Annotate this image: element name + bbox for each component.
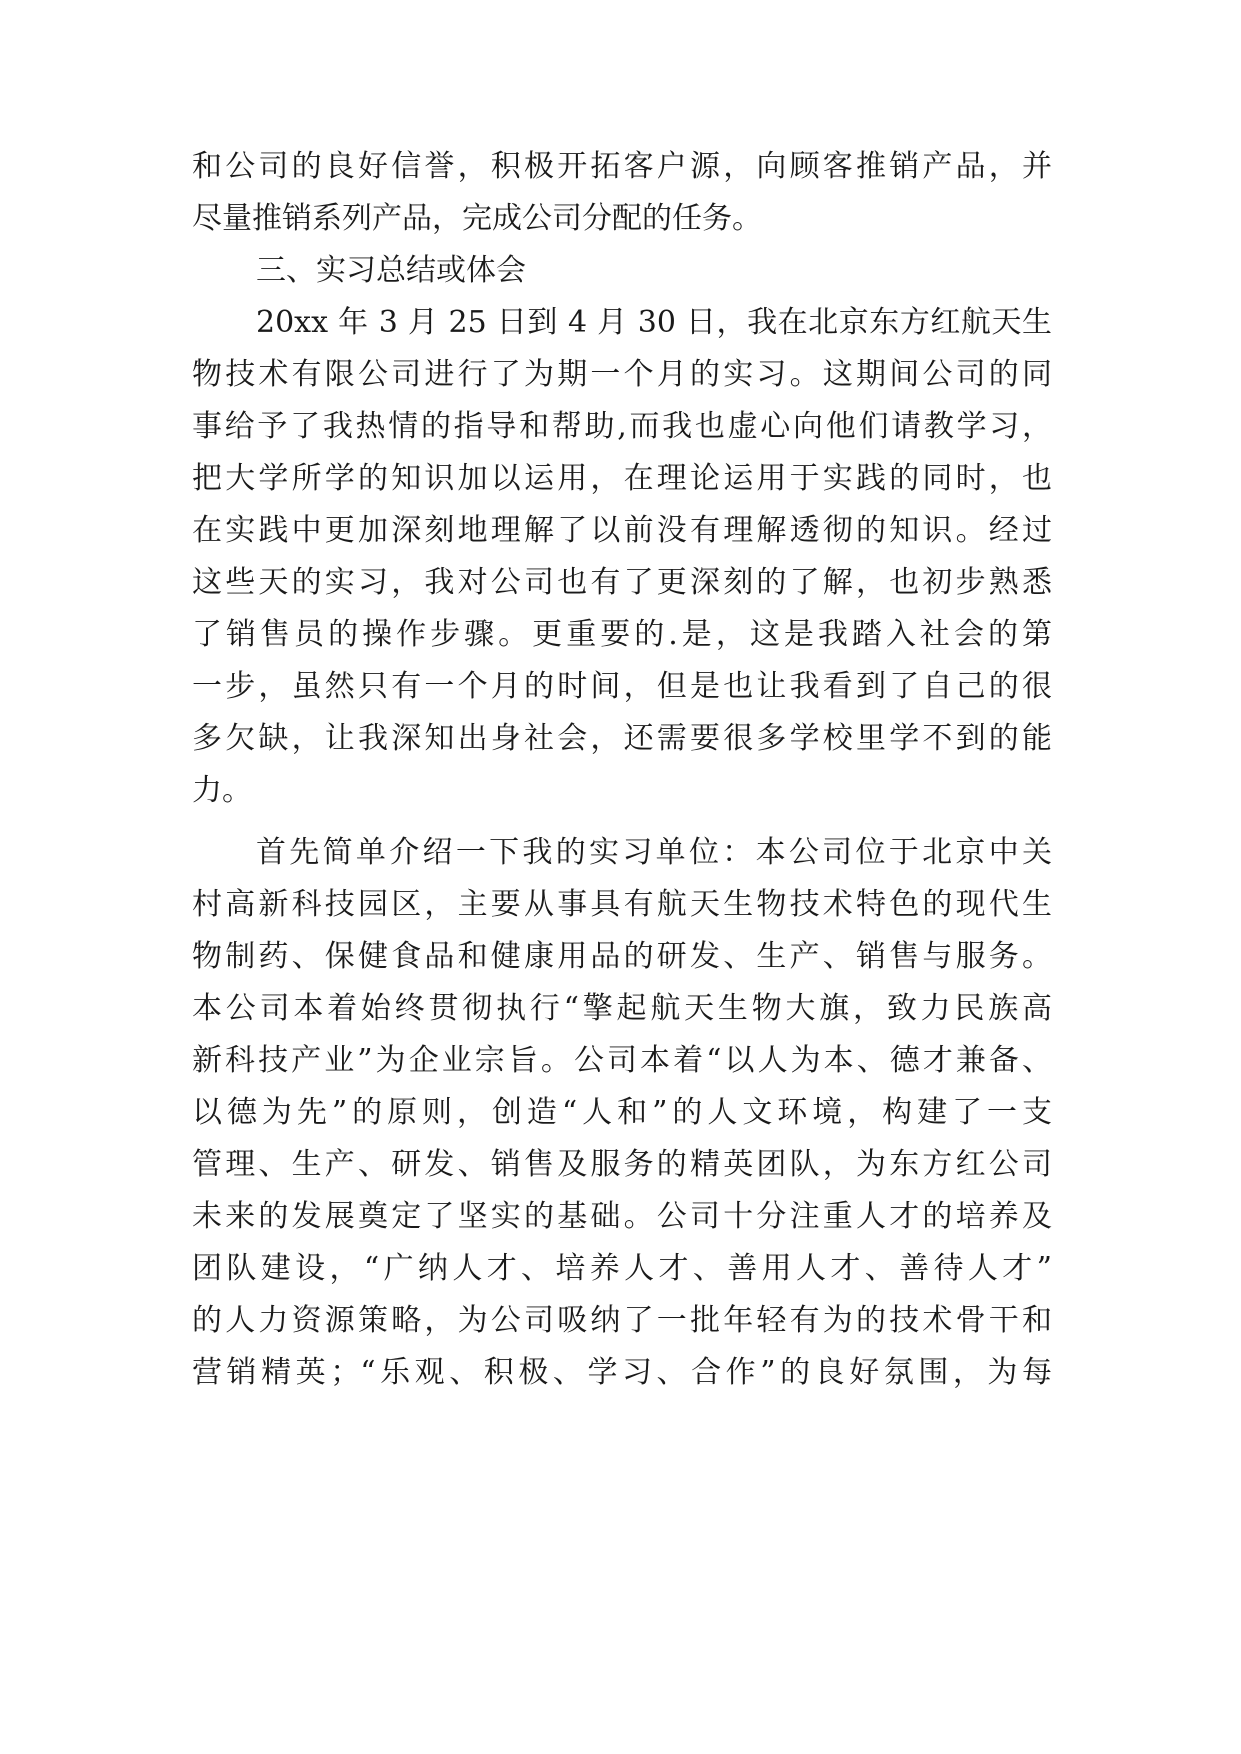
text-line: 新科技产业”为企业宗旨。公司本着“以人为本、德才兼备、 (192, 1043, 1052, 1078)
text-line: 以德为先”的原则，创造“人和”的人文环境，构建了一支 (192, 1095, 1052, 1130)
text-line: 力。 (192, 773, 252, 808)
text-line: 物技术有限公司进行了为期一个月的实习。这期间公司的同 (192, 357, 1052, 392)
text-line: 首先简单介绍一下我的实习单位：本公司位于北京中关 (256, 835, 1052, 870)
text-line: 村高新科技园区，主要从事具有航天生物技术特色的现代生 (192, 887, 1052, 922)
text-line: 的人力资源策略，为公司吸纳了一批年轻有为的技术骨干和 (192, 1303, 1052, 1338)
text-line: 多欠缺，让我深知出身社会，还需要很多学校里学不到的能 (192, 721, 1052, 756)
text-line: 管理、生产、研发、销售及服务的精英团队，为东方红公司 (192, 1147, 1052, 1182)
text-line: 未来的发展奠定了坚实的基础。公司十分注重人才的培养及 (192, 1199, 1052, 1234)
text-line: 了销售员的操作步骤。更重要的.是，这是我踏入社会的第 (192, 617, 1052, 652)
text-line: 物制药、保健食品和健康用品的研发、生产、销售与服务。 (192, 939, 1052, 974)
text-line: 本公司本着始终贯彻执行“擎起航天生物大旗，致力民族高 (192, 991, 1052, 1026)
text-line: 事给予了我热情的指导和帮助,而我也虚心向他们请教学习， (192, 409, 1052, 444)
text-line: 20xx 年 3 月 25 日到 4 月 30 日，我在北京东方红航天生 (256, 305, 1052, 340)
section-heading: 三、实习总结或体会 (256, 253, 526, 288)
text-line: 和公司的良好信誉，积极开拓客户源，向顾客推销产品，并 (192, 149, 1052, 184)
text-line: 团队建设，“广纳人才、培养人才、善用人才、善待人才” (192, 1251, 1052, 1286)
text-line: 营销精英；“乐观、积极、学习、合作”的良好氛围，为每 (192, 1355, 1052, 1390)
text-line: 这些天的实习，我对公司也有了更深刻的了解，也初步熟悉 (192, 565, 1052, 600)
text-line: 一步，虽然只有一个月的时间，但是也让我看到了自己的很 (192, 669, 1052, 704)
text-line: 把大学所学的知识加以运用，在理论运用于实践的同时，也 (192, 461, 1052, 496)
text-line: 在实践中更加深刻地理解了以前没有理解透彻的知识。经过 (192, 513, 1052, 548)
text-line: 尽量推销系列产品，完成公司分配的任务。 (192, 201, 762, 236)
